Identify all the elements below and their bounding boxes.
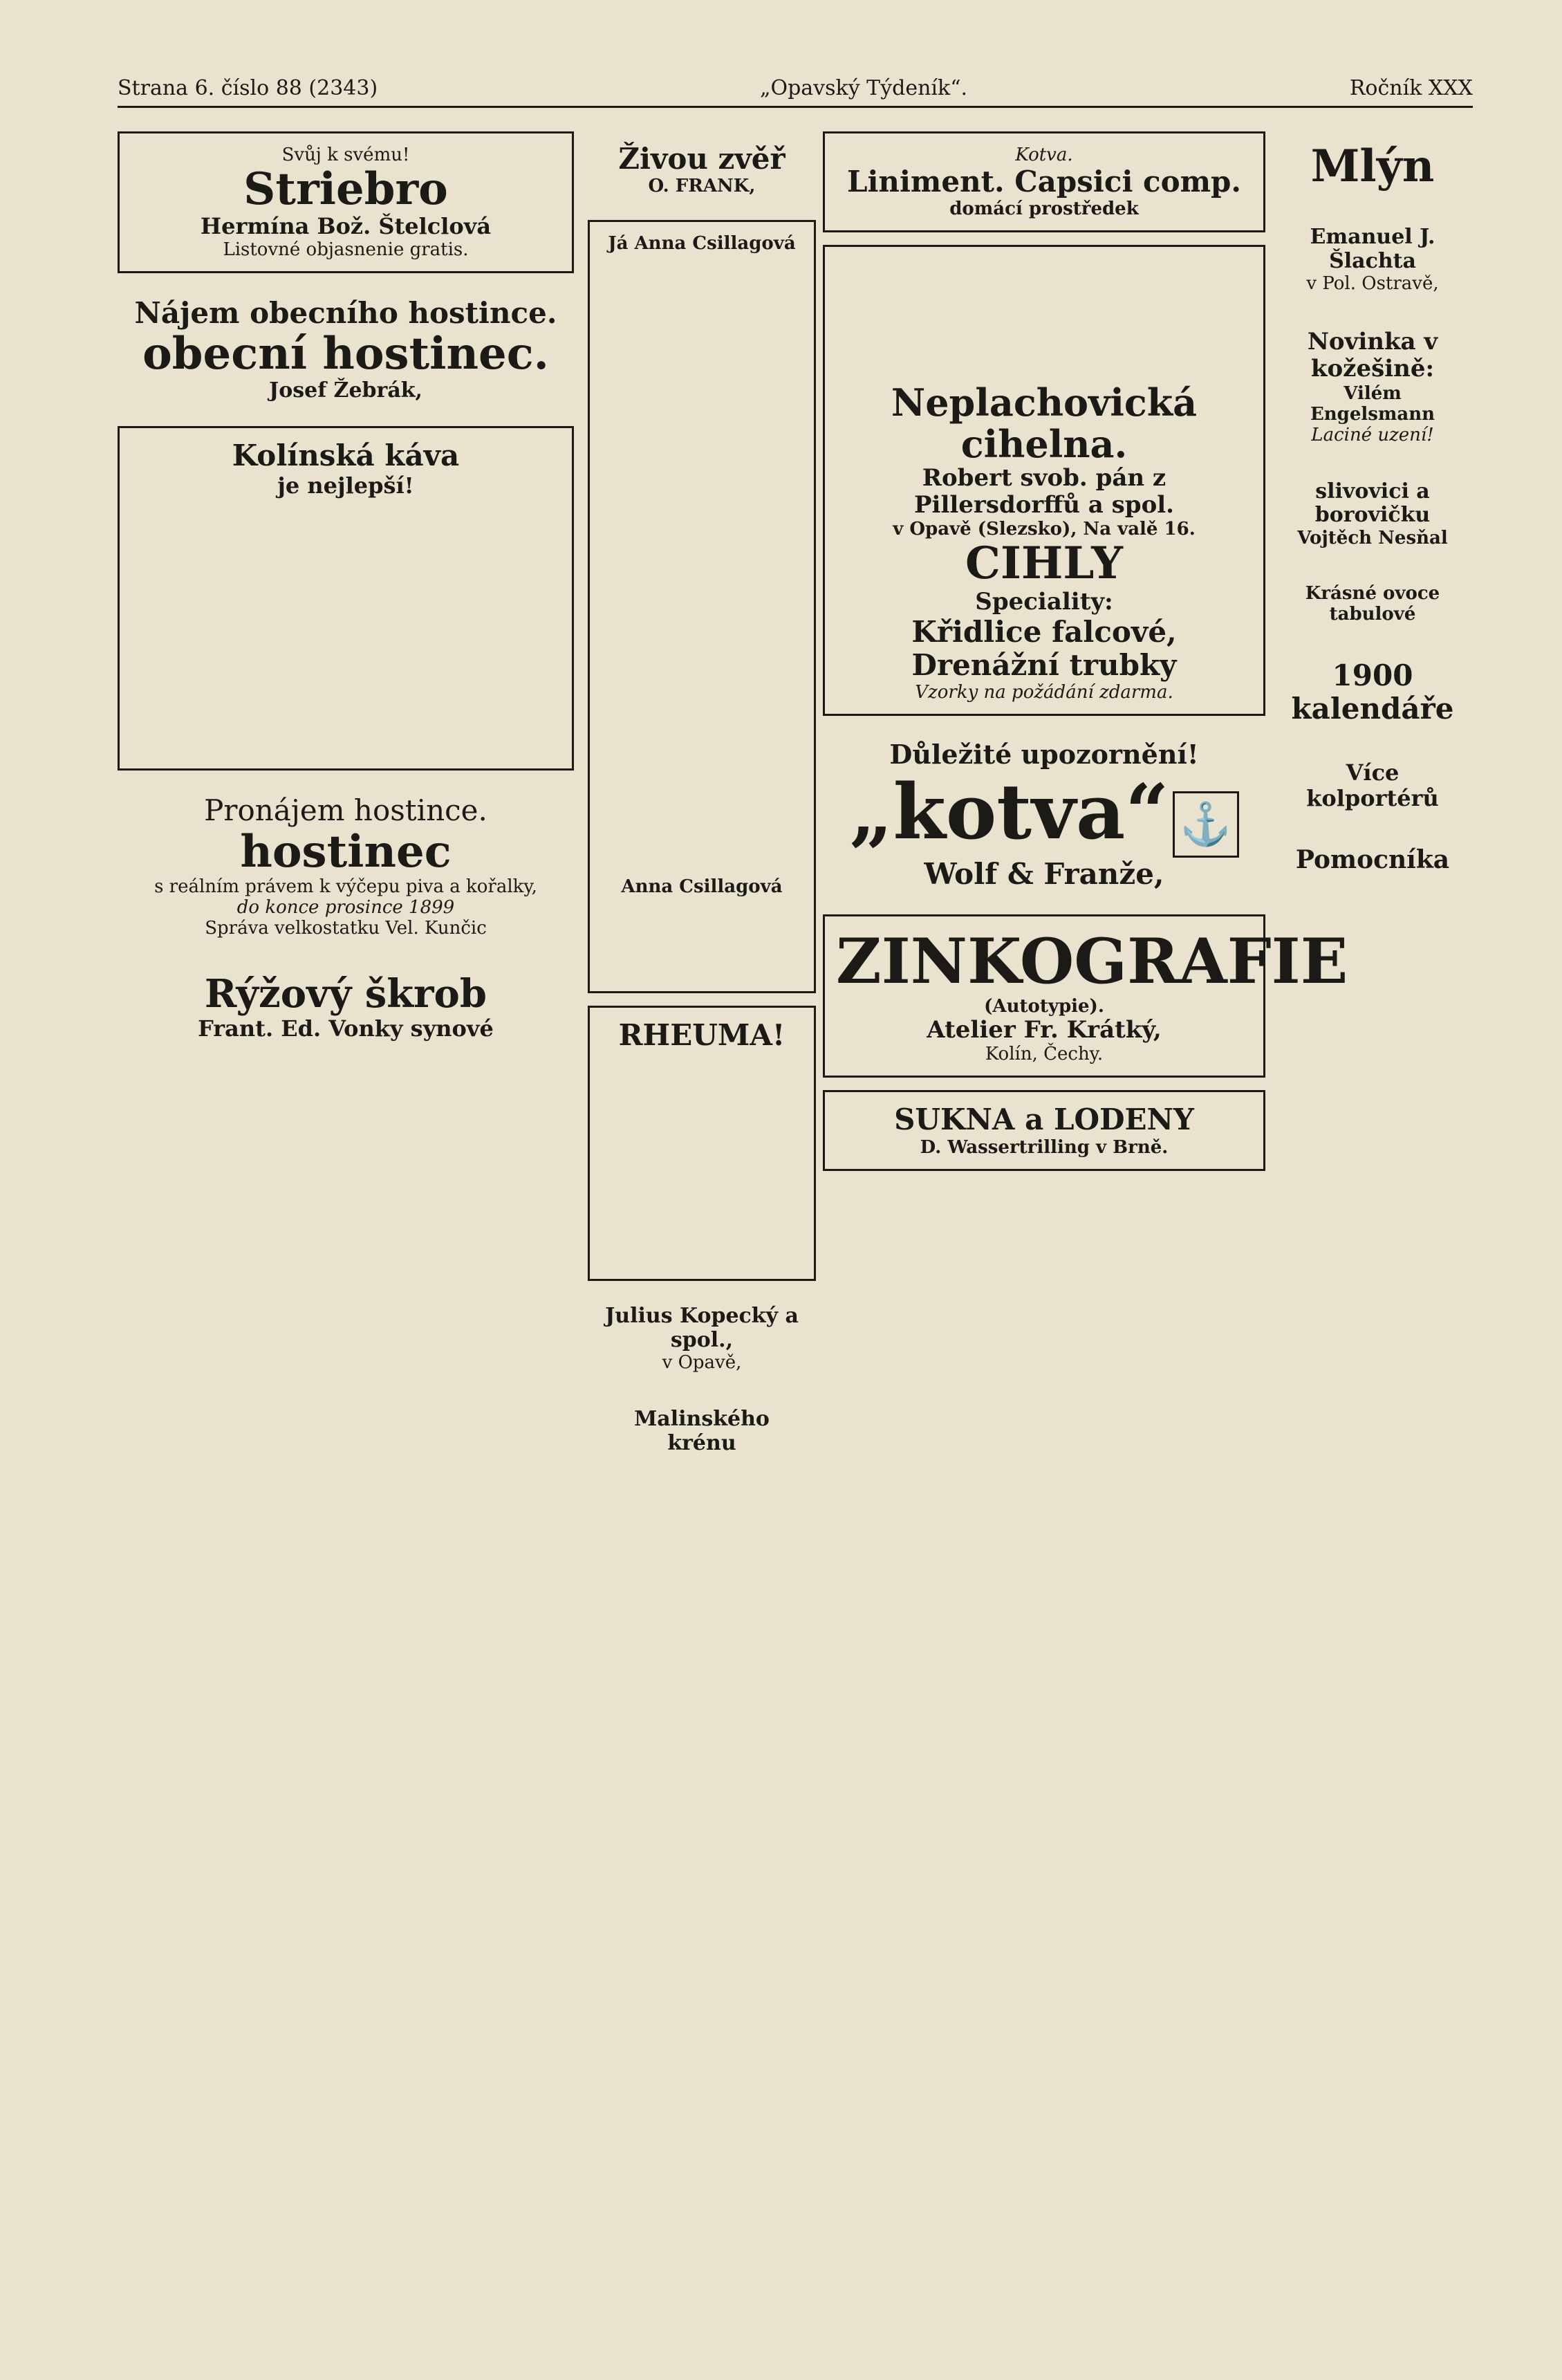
ad-slachta (1272, 214, 1473, 305)
ad-slivovice-name: Vojtěch Nesňal (1297, 527, 1448, 548)
ad-kotva-big: „kotva“ (849, 767, 1169, 857)
ad-novinka-sub: Laciné uzení! (1311, 424, 1434, 445)
ad-pronajem-big: hostinec (240, 825, 452, 878)
ad-kren (588, 1396, 816, 1466)
page-header (118, 76, 1473, 108)
ad-zver (588, 131, 816, 207)
ad-novinka-name: Vilém Engelsmann (1310, 382, 1435, 425)
ad-striebro (118, 131, 574, 273)
header-right: Ročník XXX (1349, 76, 1473, 100)
column-3 (823, 131, 1348, 2331)
ad-kolinska-sub: je nejlepší! (277, 472, 414, 499)
ad-kalendare-title: kalendáře (1291, 691, 1454, 726)
ad-slivovice (1272, 469, 1473, 560)
ad-kopecky-title: Julius Kopecký a spol., (605, 1304, 799, 1352)
ad-novinka (1272, 317, 1473, 456)
ad-pronajem-sign: Správa velkostatku Vel. Kunčic (205, 918, 487, 939)
ad-cihelna-spec: Speciality: (975, 587, 1113, 616)
ad-zver-title: Živou zvěř (618, 142, 785, 176)
column-2 (588, 131, 816, 2331)
ad-csillagova (588, 220, 816, 993)
ad-novinka-title: Novinka v kožešině: (1307, 328, 1438, 383)
ad-najem-title: Nájem obecního hostince. (134, 296, 557, 331)
ad-slivovice-title: slivovici a borovičku (1314, 479, 1431, 528)
column-4 (1272, 131, 1473, 2331)
ad-zinkografie-title: ZINKOGRAFIE (836, 925, 1348, 999)
ad-kotva (823, 728, 1265, 902)
ad-kopecky (588, 1293, 816, 1384)
ad-pronajem-date: do konce prosince 1899 (236, 897, 455, 919)
ad-striebro-title: Striebro (243, 163, 448, 215)
ad-najem-big: obecní hostinec. (142, 328, 549, 380)
ad-rheuma-title: RHEUMA! (618, 1018, 785, 1053)
ad-ovoce (1272, 572, 1473, 636)
ad-kalendare (1272, 648, 1473, 737)
ad-liniment-brand: Kotva. (1015, 145, 1073, 165)
ad-slachta-title: Emanuel J. Šlachta (1310, 225, 1435, 273)
ad-striebro-cta: Listovné objasnenie gratis. (223, 239, 469, 261)
ad-cihelna-title: Neplachovická cihelna. (891, 380, 1198, 466)
ad-cihelna-kridlice: Křidlice falcové, (911, 614, 1177, 649)
ad-kren-title: Malinského krénu (634, 1407, 770, 1455)
ad-cihelna-firm: Robert svob. pán z Pillersdorffů a spol. (913, 464, 1175, 519)
ad-kopecky-place: v Opavě, (662, 1352, 742, 1374)
ad-zinkografie-place: Kolín, Čechy. (985, 1044, 1104, 1065)
ad-csillagova-sign: Anna Csillagová (621, 876, 783, 898)
ad-zinkografie (823, 914, 1348, 1078)
ad-ovoce-title: Krásné ovoce tabulové (1305, 582, 1440, 625)
ad-skrob-title: Rýžový škrob (204, 971, 487, 1017)
ad-zinkografie-firm: Atelier Fr. Krátký, (927, 1016, 1162, 1044)
ad-zinkografie-sub: (Autotypie). (984, 996, 1104, 1017)
ad-striebro-name: Hermína Bož. Štelclová (200, 213, 492, 240)
ad-kotva-firm: Wolf & Franže, (924, 857, 1164, 892)
ad-cihelna-cihly: CIHLY (965, 537, 1123, 590)
ad-pomocnik (1272, 835, 1473, 885)
ad-kalendare-year: 1900 (1332, 658, 1413, 692)
ad-kolinska (118, 426, 574, 771)
ad-cihelna-cta: Vzorky na požádání zdarma. (915, 682, 1173, 703)
ad-sukna (823, 1090, 1265, 1170)
ad-sukna-firm: D. Wassertrilling v Brně. (920, 1136, 1169, 1158)
ad-pomocnik-title: Pomocníka (1295, 845, 1450, 874)
newspaper-page (118, 76, 1473, 2331)
ad-mlyn-title: Mlýn (1310, 140, 1435, 192)
ad-cihelna (823, 245, 1265, 716)
ad-skrob (118, 962, 574, 1052)
ad-slachta-place: v Pol. Ostravě, (1306, 273, 1439, 295)
ad-sukna-title: SUKNA a LODENY (894, 1103, 1194, 1137)
ad-kolporteri (1272, 749, 1473, 822)
ad-pronajem-sub: s reálním právem k výčepu piva a kořalky, (154, 876, 537, 898)
ad-mlyn (1272, 131, 1473, 202)
ad-pronajem (118, 783, 574, 950)
column-1 (118, 131, 574, 2331)
ad-zver-name: O. FRANK, (648, 176, 756, 197)
ad-najem-sign: Josef Žebrák, (269, 378, 422, 403)
ad-liniment-sub: domácí prostředek (949, 199, 1139, 220)
ad-skrob-firm: Frant. Ed. Vonky synové (198, 1015, 494, 1042)
ad-kolporteri-title: Více kolportérů (1306, 759, 1439, 811)
anchor-icon: ⚓ (1173, 791, 1239, 858)
ad-liniment-title: Liniment. Capsici comp. (846, 165, 1242, 199)
ad-pronajem-title: Pronájem hostince. (204, 793, 487, 828)
ad-kotva-title: Důležité upozornění! (889, 739, 1199, 771)
ad-liniment (823, 131, 1265, 232)
header-left: Strana 6. číslo 88 (2343) (118, 76, 378, 100)
ad-cihelna-drenaz: Drenážní trubky (911, 648, 1177, 683)
header-center: „Opavský Týdeník“. (759, 76, 968, 100)
ad-najem (118, 286, 574, 414)
ad-csillagova-title: Já Anna Csillagová (608, 233, 796, 255)
ad-rheuma (588, 1006, 816, 1281)
ad-kolinska-title: Kolínská káva (232, 439, 460, 473)
ad-striebro-top: Svůj k svému! (281, 145, 410, 165)
ad-cihelna-place: v Opavě (Slezsko), Na valě 16. (893, 519, 1196, 540)
